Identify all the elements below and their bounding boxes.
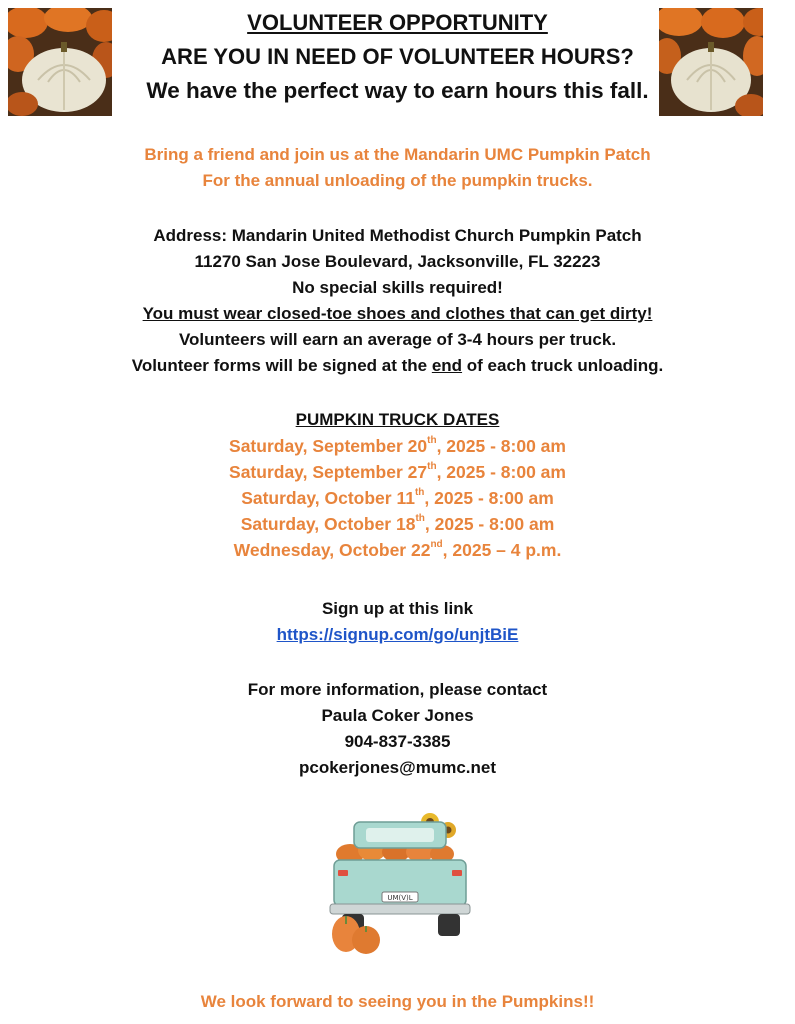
date-time: , 2025 - 8:00 am [436, 436, 566, 456]
hours-line: Volunteers will earn an average of 3-4 hours per truck. [178, 330, 617, 349]
invite-line-1: Bring a friend and join us at the Mandarin UMC Pumpkin Patch [144, 145, 651, 164]
date-time: , 2025 - 8:00 am [436, 462, 566, 482]
date-day: Saturday, September 20 [229, 436, 428, 456]
date-item [0, 540, 795, 561]
street-line: 11270 San Jose Boulevard, Jacksonville, FL 32223 [194, 252, 601, 271]
forms-emphasis: end [431, 356, 463, 375]
date-day: Saturday, October 11 [241, 488, 415, 508]
contact-email: pcokerjones@mumc.net [298, 758, 497, 777]
date-item [0, 436, 795, 457]
flyer-tagline: We have the perfect way to earn hours this fall. [146, 78, 649, 103]
contact-label: For more information, please contact [247, 680, 548, 699]
date-item [0, 462, 795, 483]
forms-line [0, 356, 795, 376]
date-suffix: th [427, 435, 437, 446]
date-time: , 2025 - 8:00 am [424, 488, 554, 508]
footer-message: We look forward to seeing you in the Pumpkins!! [200, 992, 595, 1011]
skills-line: No special skills required! [292, 278, 503, 297]
date-day: Saturday, September 27 [229, 462, 428, 482]
contact-name: Paula Coker Jones [321, 706, 474, 725]
date-suffix: th [414, 487, 425, 498]
forms-suffix: of each truck unloading. [462, 356, 664, 375]
date-suffix: th [427, 461, 437, 472]
pumpkin-truck-illustration [320, 808, 480, 960]
date-suffix: nd [430, 539, 443, 550]
signup-label: Sign up at this link [321, 599, 474, 618]
signup-link-row [0, 625, 795, 645]
address-line: Address: Mandarin United Methodist Church Pumpkin Patch [153, 226, 642, 245]
invite-line-2: For the annual unloading of the pumpkin trucks. [202, 171, 593, 190]
date-item [0, 488, 795, 509]
flyer-title: VOLUNTEER OPPORTUNITY [247, 10, 548, 35]
forms-prefix: Volunteer forms will be signed at the [131, 356, 432, 375]
date-day: Saturday, October 18 [240, 514, 416, 534]
dates-heading: PUMPKIN TRUCK DATES [295, 410, 500, 429]
date-day: Wednesday, October 22 [233, 540, 431, 560]
contact-phone: 904-837-3385 [344, 732, 451, 751]
date-time: , 2025 – 4 p.m. [442, 540, 562, 560]
attire-line: You must wear closed-toe shoes and clothes that can get dirty! [142, 304, 653, 323]
flyer-question: ARE YOU IN NEED OF VOLUNTEER HOURS? [161, 44, 634, 69]
date-item [0, 514, 795, 535]
truck-plate: UM(V)L [387, 894, 413, 902]
date-time: , 2025 - 8:00 am [424, 514, 555, 534]
signup-link[interactable]: https://signup.com/go/unjtBiE [276, 625, 519, 644]
date-suffix: th [415, 513, 425, 524]
